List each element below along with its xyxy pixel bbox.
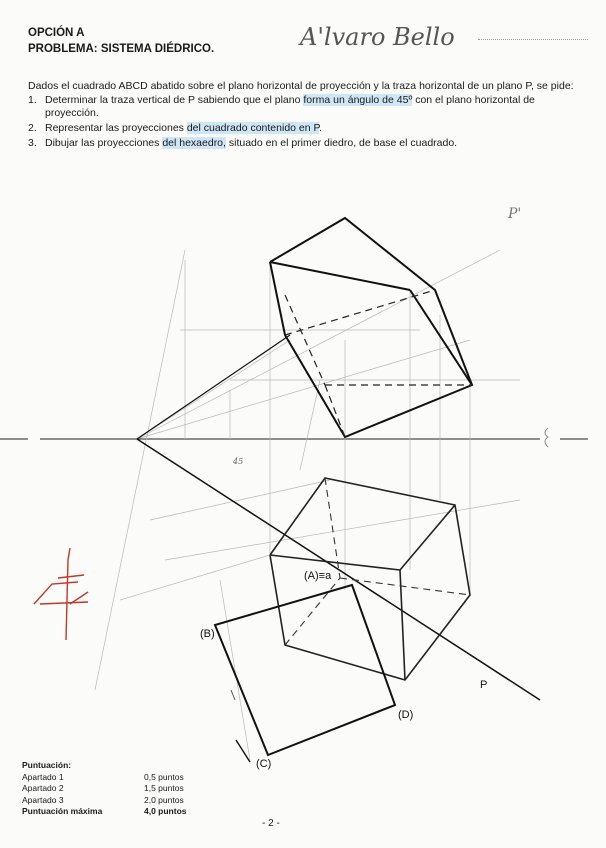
tick-mark xyxy=(231,690,235,700)
angle-label: 45 xyxy=(233,457,244,466)
cube-vertical-projection xyxy=(270,218,472,437)
score-title: Puntuación: xyxy=(22,760,72,770)
label-a: (A)≡a xyxy=(304,570,332,582)
task-item-3: 3. Dibujar las proyecciones del hexaedro, situado en el primer diedro, de base el cuadrado. xyxy=(28,137,458,149)
student-name: A'lvaro Bello xyxy=(300,23,455,51)
problem-heading: PROBLEMA: SISTEMA DIÉDRICO. xyxy=(28,43,215,55)
label-b: (B) xyxy=(200,628,215,640)
trace-p-prime xyxy=(137,335,290,439)
highlight: del cuadrado contenido en P xyxy=(186,122,320,134)
score-max-row: Puntuación máxima 4,0 puntos xyxy=(22,806,187,816)
score-row: Apartado 2 1,5 puntos xyxy=(22,783,184,793)
highlight: del hexaedro, xyxy=(162,137,226,149)
label-p: P xyxy=(480,679,488,691)
arrow-mark xyxy=(236,740,250,762)
label-p-prime: P' xyxy=(508,206,522,222)
label-c: (C) xyxy=(256,758,272,770)
option-heading: OPCIÓN A xyxy=(28,27,85,39)
construction-lines xyxy=(95,250,520,760)
ground-line-mark xyxy=(545,428,548,447)
score-row: Apartado 1 0,5 puntos xyxy=(22,771,184,782)
label-d: (D) xyxy=(398,709,414,721)
task-item-2: 2. Representar las proyecciones del cuadrado contenido en P. xyxy=(28,122,323,134)
statement-intro: Dados el cuadrado ABCD abatido sobre el plano horizontal de proyección y la traza horizontal de un plano P, se pide: xyxy=(28,80,574,92)
score-row: Apartado 3 2,0 puntos xyxy=(22,794,184,805)
score-table xyxy=(22,760,187,818)
red-annotation xyxy=(34,548,88,640)
page-number: - 2 - xyxy=(262,818,280,829)
highlight: forma un ángulo de 45º xyxy=(303,94,413,106)
cube-horizontal-projection xyxy=(270,478,470,680)
task-item-1: 1. Determinar la traza vertical de P sabiendo que el plano forma un ángulo de 45º con el plano horizontal de proyección. xyxy=(28,94,535,119)
